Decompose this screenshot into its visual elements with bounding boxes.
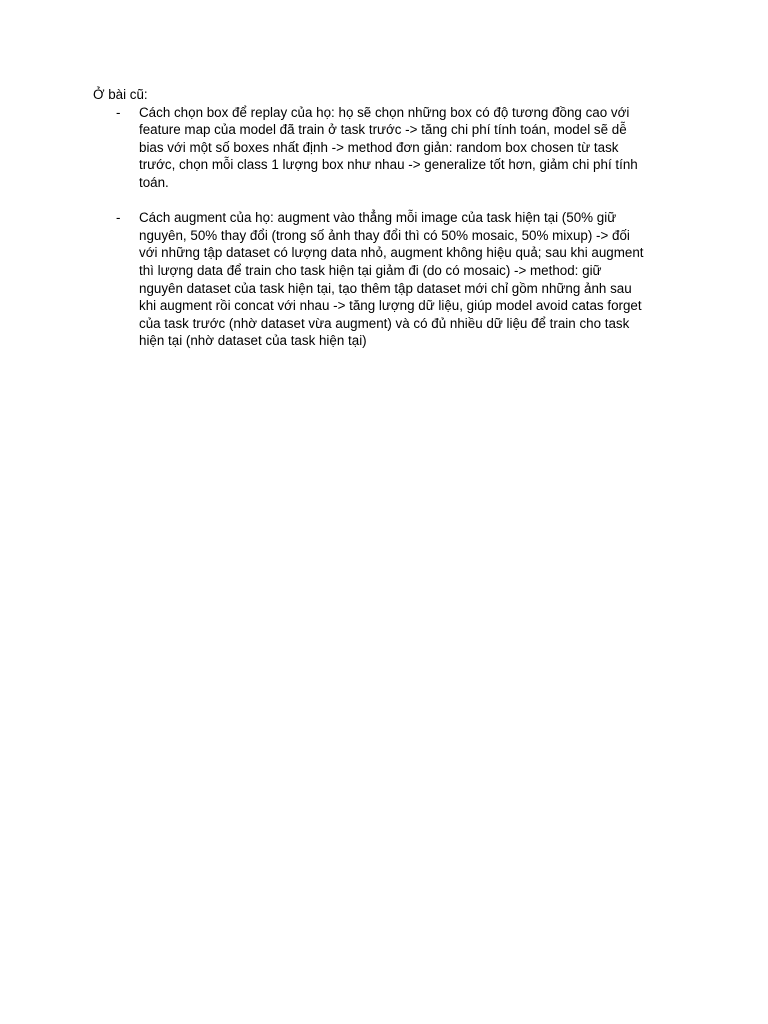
text-line: nguyên dataset của task hiện tại, tạo thêm tập dataset mới chỉ gồm những ảnh sau xyxy=(139,280,632,296)
text-line: trước, chọn mỗi class 1 lượng box như nhau -> generalize tốt hơn, giảm chi phí tính xyxy=(139,157,638,173)
text-line: bias với một số boxes nhất định -> method đơn giản: random box chosen từ task xyxy=(139,139,619,155)
bullet-item-box-replay xyxy=(93,104,679,192)
bullet-marker: - xyxy=(116,104,121,120)
text-line: hiện tại (nhờ dataset của task hiện tại) xyxy=(139,333,367,349)
text-line: feature map của model đã train ở task trước -> tăng chi phí tính toán, model sẽ dễ xyxy=(139,122,627,138)
text-line: khi augment rồi concat với nhau -> tăng lượng dữ liệu, giúp model avoid catas forget xyxy=(139,298,642,314)
text-line: Cách augment của họ: augment vào thẳng mỗi image của task hiện tại (50% giữ xyxy=(139,210,617,226)
text-line: nguyên, 50% thay đổi (trong số ảnh thay đổi thì có 50% mosaic, 50% mixup) -> đối xyxy=(139,227,630,243)
text-line: thì lượng data để train cho task hiện tại giảm đi (do có mosaic) -> method: giữ xyxy=(139,262,602,278)
section-heading: Ở bài cũ: xyxy=(93,87,148,102)
bullet-item-augment xyxy=(93,209,679,350)
text-line: Cách chọn box để replay của họ: họ sẽ chọn những box có độ tương đồng cao với xyxy=(139,104,630,120)
document-body xyxy=(93,86,693,350)
text-line: của task trước (nhờ dataset vừa augment) và có đủ nhiều dữ liệu để train cho task xyxy=(139,315,630,331)
bullet-list xyxy=(93,104,693,350)
text-line: toán. xyxy=(139,174,169,190)
bullet-marker: - xyxy=(116,210,121,226)
text-line: với những tập dataset có lượng data nhỏ, augment không hiệu quả; sau khi augment xyxy=(139,245,644,261)
